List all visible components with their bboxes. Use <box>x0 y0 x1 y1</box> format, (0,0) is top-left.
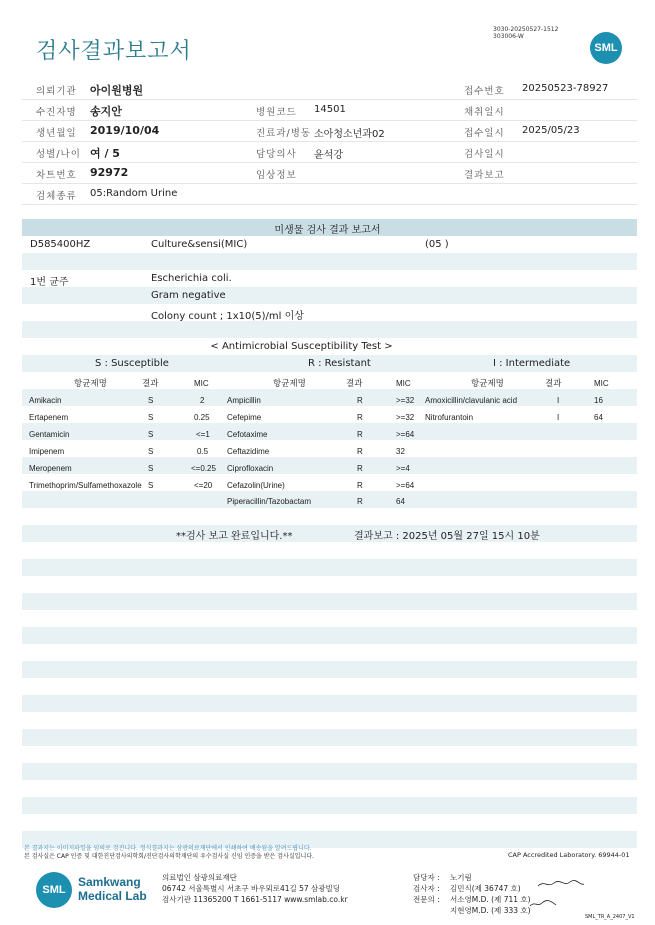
drug-result: R <box>357 396 363 405</box>
drug-mic: 2 <box>200 396 205 405</box>
empty-row <box>22 559 637 576</box>
col-result-2: 결과 <box>346 379 363 389</box>
footer-note-2: 본 검사실은 CAP 인증 및 대한진단검사의학회/진단검사의학재단의 우수검사실 신임 인증을 받은 검사실입니다. <box>24 853 314 860</box>
drug-name: Ampicillin <box>227 396 261 405</box>
institution-value: 아이원병원 <box>90 84 144 97</box>
info-row-chart <box>22 163 637 184</box>
drug-name: Amoxicillin/clavulanic acid <box>425 396 518 405</box>
organism-name: Escherichia coli. <box>151 273 232 284</box>
staff-name: 지현영M.D. (제 333 호) <box>450 906 531 915</box>
legend-intermediate: I : Intermediate <box>493 358 571 369</box>
institution-label: 의뢰기관 <box>36 86 77 97</box>
empty-row <box>22 797 637 814</box>
drug-mic: <=20 <box>194 481 213 490</box>
drug-name: Cefepime <box>227 413 262 422</box>
drug-name: Imipenem <box>29 447 65 456</box>
dept-value: 소아청소년과02 <box>314 129 385 140</box>
report-time: 결과보고 : 2025년 05월 27일 15시 10분 <box>354 531 540 542</box>
drug-name: Cefotaxime <box>227 430 268 439</box>
empty-row <box>22 593 637 610</box>
footer-sml-logo: SML <box>36 872 72 908</box>
col-result-3: 결과 <box>545 379 562 389</box>
drug-mic: 32 <box>396 447 405 456</box>
info-row-patient <box>22 100 637 121</box>
band-row <box>22 491 637 508</box>
drug-mic: >=4 <box>396 464 410 473</box>
drug-name: Nitrofurantoin <box>425 413 474 422</box>
micro-section-title: 미생물 검사 결과 보고서 <box>274 225 381 236</box>
ast-title: < Antimicrobial Susceptibility Test > <box>210 341 393 352</box>
legend-susceptible: S : Susceptible <box>95 358 169 369</box>
drug-result: S <box>148 396 154 405</box>
staff-role: 전문의 : <box>413 895 440 904</box>
footer-contact: 검사기관 11365200 T 1661-5117 www.smlab.co.kr <box>162 895 348 904</box>
sex-age-value: 여 / 5 <box>90 147 120 160</box>
empty-row <box>22 729 637 746</box>
col-drug-1: 항균제명 <box>74 379 107 389</box>
chart-no-value: 92972 <box>90 166 129 179</box>
info-row-institution <box>22 79 637 100</box>
drug-result: S <box>148 464 154 473</box>
brand-line-1: Samkwang <box>78 875 141 889</box>
document-code-line-2: 303006-W <box>493 33 524 40</box>
info-row-sex-age <box>22 142 637 163</box>
sex-age-label: 성별/나이 <box>36 149 81 160</box>
page-title: 검사결과보고서 <box>36 39 192 64</box>
col-drug-3: 항균제명 <box>471 379 504 389</box>
test-code: D585400HZ <box>30 239 91 250</box>
patient-value: 송지안 <box>90 105 122 118</box>
drug-result: S <box>148 430 154 439</box>
band-row <box>22 423 637 440</box>
drug-mic: >=32 <box>396 413 415 422</box>
band-row <box>22 525 637 542</box>
receipt-no-value: 20250523-78927 <box>522 83 609 94</box>
test-name: Culture&sensi(MIC) <box>151 239 248 250</box>
info-row-specimen <box>22 184 637 205</box>
drug-name: Cefazolin(Urine) <box>227 481 285 490</box>
receipt-no-label: 접수번호 <box>464 86 505 97</box>
dob-value: 2019/10/04 <box>90 124 160 137</box>
staff-role: 담당자 : <box>413 873 440 882</box>
col-mic-3: MIC <box>594 379 609 388</box>
staff-name: 김민식(제 36747 호) <box>450 884 521 893</box>
drug-name: Trimethoprim/Sulfamethoxazole <box>29 481 142 490</box>
doctor-label: 담당의사 <box>256 149 297 160</box>
drug-name: Meropenem <box>29 464 72 473</box>
footer-org: 의료법인 삼광의료재단 <box>162 873 237 882</box>
drug-result: R <box>357 464 363 473</box>
empty-row <box>22 763 637 780</box>
staff-name: 노기림 <box>450 873 472 882</box>
drug-name: Gentamicin <box>29 430 70 439</box>
cap-accreditation: CAP Accredited Laboratory. 69944-01 <box>508 851 630 859</box>
drug-mic: >=64 <box>396 430 415 439</box>
drug-name: Piperacillin/Tazobactam <box>227 497 312 506</box>
collection-date-label: 채취일시 <box>464 107 505 118</box>
drug-result: S <box>148 413 154 422</box>
document-code <box>493 26 558 40</box>
drug-result: R <box>357 413 363 422</box>
info-row-dob <box>22 121 637 142</box>
sml-logo: SML <box>590 32 622 64</box>
empty-row <box>22 661 637 678</box>
band-row <box>22 321 637 338</box>
dept-label: 진료과/병동 <box>256 128 312 139</box>
band-row <box>22 287 637 304</box>
dob-label: 생년월일 <box>36 128 77 139</box>
drug-mic: <=0.25 <box>191 464 216 473</box>
col-drug-2: 항균제명 <box>273 379 306 389</box>
drug-result: I <box>557 413 560 422</box>
footer-address: 06742 서울특별시 서초구 바우뫼로41길 57 삼광빌딩 <box>162 884 341 893</box>
drug-result: S <box>148 447 154 456</box>
specimen-value: 05:Random Urine <box>90 188 178 199</box>
col-result-1: 결과 <box>142 379 159 389</box>
hospital-code-value: 14501 <box>314 104 346 115</box>
result-report-label: 결과보고 <box>464 170 505 181</box>
brand-line-2: Medical Lab <box>78 889 147 903</box>
drug-name: Ciprofloxacin <box>227 464 274 473</box>
chart-no-label: 차트번호 <box>36 170 77 181</box>
signature-icon <box>536 878 586 890</box>
drug-result: R <box>357 497 363 506</box>
drug-mic: 16 <box>594 396 603 405</box>
signature-icon <box>528 897 558 909</box>
drug-name: Ertapenem <box>29 413 69 422</box>
col-mic-2: MIC <box>396 379 411 388</box>
organism-label: 1번 균주 <box>30 277 69 288</box>
band-row <box>22 253 637 270</box>
patient-label: 수진자명 <box>36 107 77 118</box>
staff-name: 서소영M.D. (제 711 호) <box>450 895 531 904</box>
band-row <box>22 457 637 474</box>
drug-mic: >=32 <box>396 396 415 405</box>
drug-result: R <box>357 481 363 490</box>
test-count: (05 ) <box>425 239 449 250</box>
test-date-label: 검사일시 <box>464 149 505 160</box>
receipt-date-value: 2025/05/23 <box>522 125 580 136</box>
gram-stain: Gram negative <box>151 290 226 301</box>
drug-name: Ceftazidime <box>227 447 270 456</box>
drug-mic: >=64 <box>396 481 415 490</box>
drug-mic: 0.5 <box>197 447 209 456</box>
drug-mic: 64 <box>396 497 405 506</box>
specimen-label: 검체종류 <box>36 191 77 202</box>
form-code: SML_TR_A_2407_V1 <box>585 914 635 920</box>
colony-count: Colony count ; 1x10(5)/ml 이상 <box>151 311 304 322</box>
drug-result: I <box>557 396 560 405</box>
drug-mic: <=1 <box>196 430 210 439</box>
drug-mic: 64 <box>594 413 603 422</box>
col-mic-1: MIC <box>194 379 209 388</box>
document-code-line-1: 3030-20250527-1512 <box>493 26 559 33</box>
footer-note-1: 본 결과지는 이미지파일을 임의로 검진니다. 정식결과지는 삼광의료재단에서 인쇄하여 배송됨을 알려드립니다. <box>24 845 312 852</box>
drug-mic: 0.25 <box>194 413 210 422</box>
drug-result: S <box>148 481 154 490</box>
report-complete: **검사 보고 완료입니다.** <box>176 531 293 542</box>
legend-resistant: R : Resistant <box>308 358 371 369</box>
hospital-code-label: 병원코드 <box>256 107 297 118</box>
staff-role: 검사자 : <box>413 884 440 893</box>
drug-name: Amikacin <box>29 396 62 405</box>
drug-result: R <box>357 430 363 439</box>
drug-result: R <box>357 447 363 456</box>
doctor-value: 윤석강 <box>314 150 343 161</box>
band-row <box>22 389 637 406</box>
clinical-info-label: 임상정보 <box>256 170 297 181</box>
receipt-date-label: 접수일시 <box>464 128 505 139</box>
footer-brand <box>78 875 147 903</box>
empty-row <box>22 695 637 712</box>
empty-row <box>22 627 637 644</box>
